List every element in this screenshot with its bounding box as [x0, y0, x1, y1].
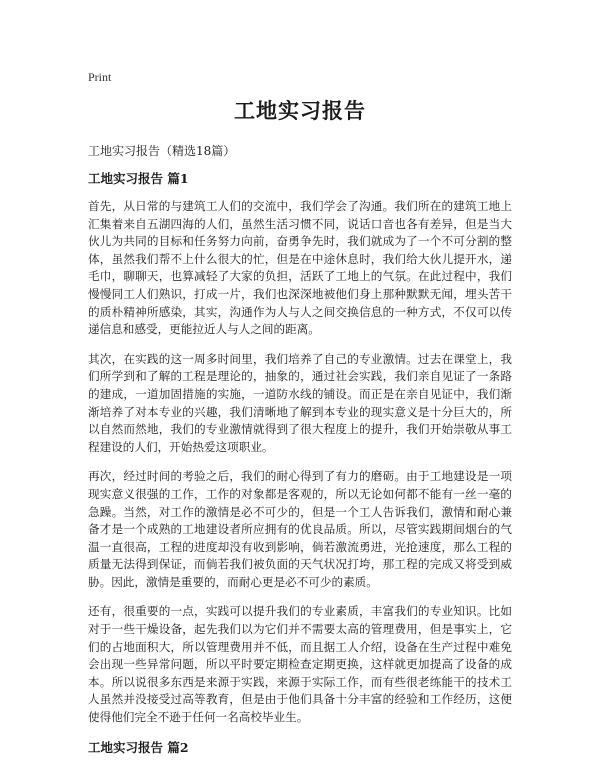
section-2	[88, 739, 512, 757]
section-heading: 工地实习报告 篇1	[88, 171, 189, 186]
print-link[interactable]: Print	[88, 70, 112, 84]
paragraph: 其次，在实践的这一周多时间里，我们培养了自己的专业激情。过去在课堂上，我们所学到和了解的工程是理论的，抽象的，通过社会实践，我们亲自见证了一条路的建成，一道加固措施的实施，一道防水线的铺设。而正是在亲自见证中，我们渐渐培养了对本专业的兴趣，我们清晰地了解到本专业的现实意义是十分巨大的，所以自然而然地，我们的专业激情就得到了很大程度上的提升，我们开始崇敬从事工程建设的人们，开始热爱这项职业。	[88, 351, 512, 454]
document-title: 工地实习报告	[234, 98, 366, 123]
document-subtitle: 工地实习报告（精选18篇）	[88, 144, 236, 158]
section-1	[88, 170, 512, 727]
paragraph: 首先，从日常的与建筑工人们的交流中，我们学会了沟通。我们所在的建筑工地上汇集着来自五湖四海的人们，虽然生活习惯不同，说话口音也各有差异，但是当大伙儿为共同的目标和任务努力向前，奋勇争先时，我们就成为了一个不可分割的整体，虽然我们帮不上什么很大的忙，但是在中途休息时，我们给大伙儿提开水，递毛巾，聊聊天，也算减轻了大家的负担，活跃了工地上的气氛。在此过程中，我们慢慢同工人们熟识，打成一片，我们也深深地被他们身上那种默默无闻，埋头苦干的质朴精神所感染，其实，沟通作为人与人之间交换信息的一种方式，不仅可以传递信息和感受，更能拉近人与人之间的距离。	[88, 199, 512, 337]
section-heading: 工地实习报告 篇2	[88, 739, 189, 755]
paragraph: 再次，经过时间的考验之后，我们的耐心得到了有力的磨砺。由于工地建设是一项现实意义很强的工作，工作的对象都是客观的，所以无论如何都不能有一丝一毫的急躁。当然，对工作的激情是必不可少的，但是一个工人告诉我们，激情和耐心兼备才是一个成熟的工地建设者所应拥有的优良品质。所以，尽管实践期间烟台的气温一直很高，工程的进度却没有收到影响，倘若激流勇进，光抢速度，那么工程的质量无法得到保证，而倘若我们被负面的天气状况打垮，那工程的完成又将受到威胁。因此，激情是重要的，而耐心更是必不可少的素质。	[88, 469, 512, 589]
paragraph: 还有，很重要的一点，实践可以提升我们的专业素质，丰富我们的专业知识。比如对于一些干燥设备，起先我们以为它们并不需要太高的管理费用，但是事实上，它们的占地面积大，所以管理费用并不低，而且据工人介绍，设备在生产过程中难免会出现一些异常问题，所以平时要定期检查定期更换，这样就更加提高了设备的成本。所以说很多东西是来源于实践，来源于实际工作，而有些很老练能干的技术工人虽然并没接受过高等教育，但是由于他们具备十分丰富的经验和工作经历，这便使得他们完全不逊于任何一名高校毕业生。	[88, 604, 512, 725]
